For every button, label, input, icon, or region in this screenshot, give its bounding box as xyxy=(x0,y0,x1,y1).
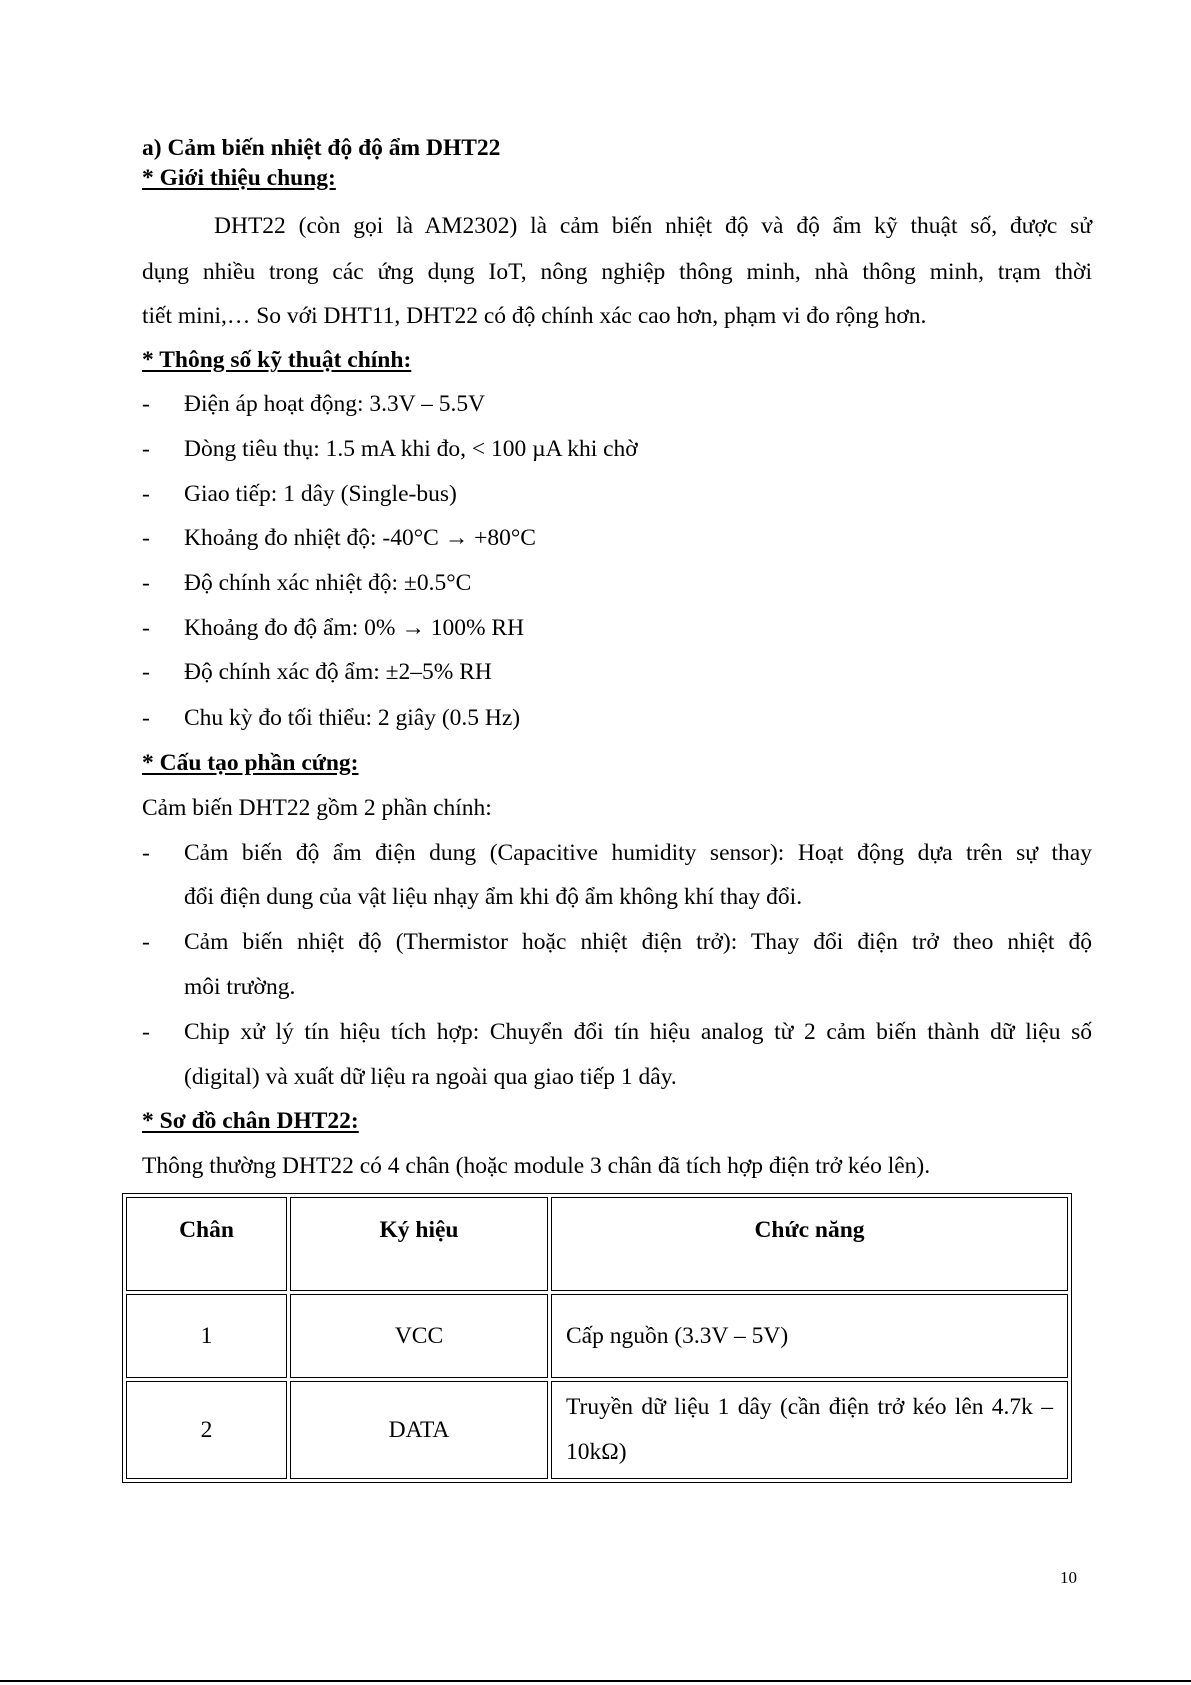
table-row xyxy=(126,1294,1068,1378)
bullet-dash: - xyxy=(142,840,150,866)
intro-title: * Giới thiệu chung: xyxy=(142,165,336,191)
specs-title: * Thông số kỹ thuật chính: xyxy=(142,347,412,373)
bullet-dash: - xyxy=(142,1019,150,1045)
hardware-item-3-line-2: (digital) và xuất dữ liệu ra ngoài qua giao tiếp 1 dây. xyxy=(184,1064,677,1090)
page-number: 10 xyxy=(1060,1568,1077,1587)
spec-interface: Giao tiếp: 1 dây (Single-bus) xyxy=(184,481,457,507)
pin-table xyxy=(122,1193,1072,1483)
spec-cycle: Chu kỳ đo tối thiểu: 2 giây (0.5 Hz) xyxy=(184,705,521,731)
cell-function: Truyền dữ liệu 1 dây (cần điện trở kéo lên 4.7k – 10kΩ) xyxy=(551,1381,1068,1479)
bullet-dash: - xyxy=(142,705,150,731)
hardware-title: * Cấu tạo phần cứng: xyxy=(142,750,359,776)
section-heading: a) Cảm biến nhiệt độ độ ẩm DHT22 xyxy=(142,135,501,161)
bullet-dash: - xyxy=(142,436,150,462)
hardware-intro: Cảm biến DHT22 gồm 2 phần chính: xyxy=(142,795,492,821)
pins-intro: Thông thường DHT22 có 4 chân (hoặc module 3 chân đã tích hợp điện trở kéo lên). xyxy=(142,1153,931,1179)
intro-line-3: tiết mini,… So với DHT11, DHT22 có độ chính xác cao hơn, phạm vi đo rộng hơn. xyxy=(142,303,927,329)
spec-temp-range: Khoảng đo nhiệt độ: -40°C → +80°C xyxy=(184,525,536,551)
hardware-item-3-line-1: Chip xử lý tín hiệu tích hợp: Chuyển đổi tín hiệu analog từ 2 cảm biến thành dữ liệu số xyxy=(184,1019,1092,1045)
header-function: Chức năng xyxy=(551,1197,1068,1291)
table-header-row xyxy=(126,1197,1068,1291)
hardware-item-2-line-1: Cảm biến nhiệt độ (Thermistor hoặc nhiệt điện trở): Thay đổi điện trở theo nhiệt độ xyxy=(184,929,1092,955)
intro-line-2: dụng nhiều trong các ứng dụng IoT, nông nghiệp thông minh, nhà thông minh, trạm thời xyxy=(142,259,1092,285)
bullet-dash: - xyxy=(142,659,150,685)
cell-function: Cấp nguồn (3.3V – 5V) xyxy=(551,1294,1068,1378)
header-symbol: Ký hiệu xyxy=(290,1197,548,1291)
bullet-dash: - xyxy=(142,929,150,955)
intro-line-1: DHT22 (còn gọi là AM2302) là cảm biến nhiệt độ và độ ẩm kỹ thuật số, được sử xyxy=(214,213,1092,239)
hardware-item-1-line-1: Cảm biến độ ẩm điện dung (Capacitive humidity sensor): Hoạt động dựa trên sự thay xyxy=(184,840,1092,866)
spec-voltage: Điện áp hoạt động: 3.3V – 5.5V xyxy=(184,391,486,417)
hardware-item-2-line-2: môi trường. xyxy=(184,974,296,1000)
cell-symbol: DATA xyxy=(290,1381,548,1479)
bullet-dash: - xyxy=(142,615,150,641)
cell-symbol: VCC xyxy=(290,1294,548,1378)
hardware-item-1-line-2: đổi điện dung của vật liệu nhạy ẩm khi độ ẩm không khí thay đổi. xyxy=(184,884,803,910)
spec-temp-accuracy: Độ chính xác nhiệt độ: ±0.5°C xyxy=(184,570,472,596)
bottom-rule xyxy=(0,1680,1191,1682)
bullet-dash: - xyxy=(142,570,150,596)
bullet-dash: - xyxy=(142,481,150,507)
spec-current: Dòng tiêu thụ: 1.5 mA khi đo, < 100 µA khi chờ xyxy=(184,436,638,462)
bullet-dash: - xyxy=(142,525,150,551)
table-row xyxy=(126,1381,1068,1479)
bullet-dash: - xyxy=(142,391,150,417)
spec-humidity-range: Khoảng đo độ ẩm: 0% → 100% RH xyxy=(184,615,525,641)
cell-pin: 1 xyxy=(126,1294,287,1378)
cell-pin: 2 xyxy=(126,1381,287,1479)
spec-humidity-accuracy: Độ chính xác độ ẩm: ±2–5% RH xyxy=(184,659,492,685)
header-pin: Chân xyxy=(126,1197,287,1291)
pins-title: * Sơ đồ chân DHT22: xyxy=(142,1108,359,1134)
